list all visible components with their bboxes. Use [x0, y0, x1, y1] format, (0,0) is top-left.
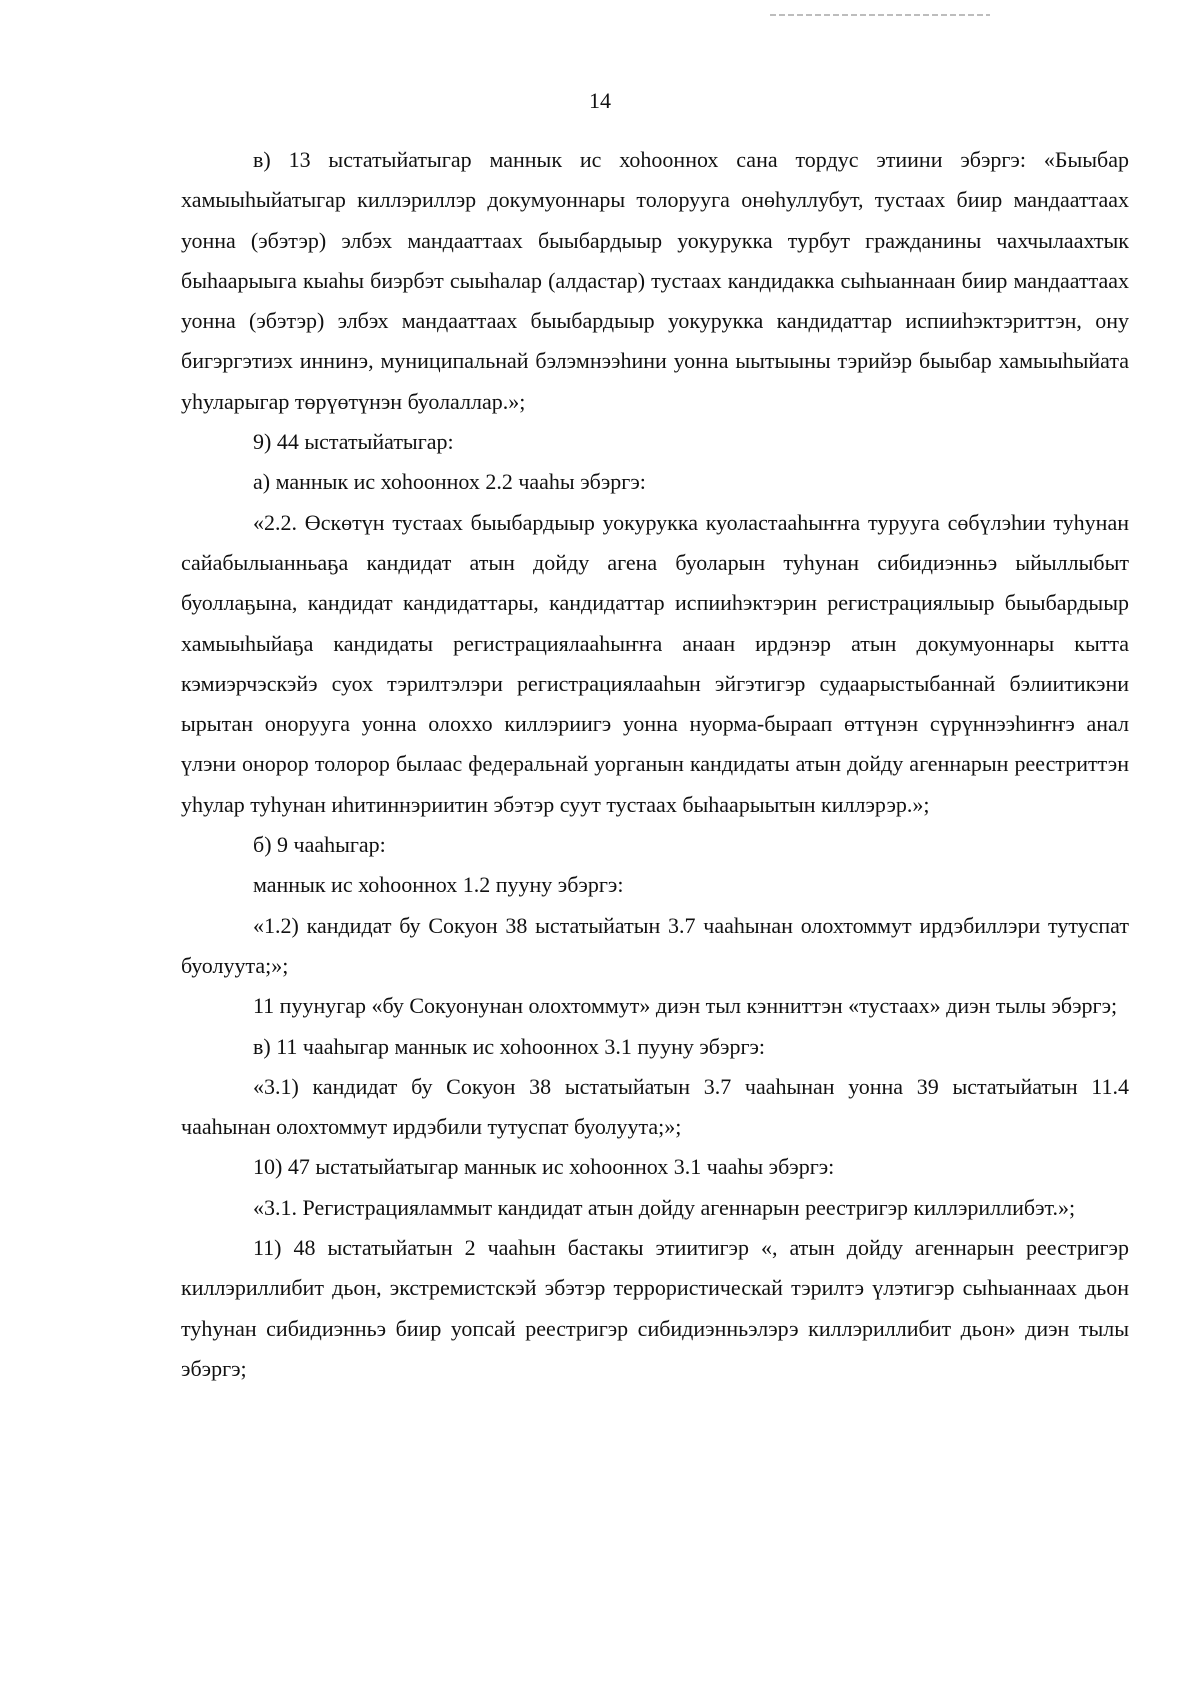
paragraph-12: «3.1. Регистрацияламмыт кандидат атын дойду агеннарын реестригэр киллэриллибэт.»; — [253, 1194, 1076, 1220]
paragraph-4: «2.2. Өскөтүн тустаах быыбардыыр уокурукка куоластааһыҥҥа турууга сөбүлэһии туһунан сайабылыанньаҕа кандидат атын дойду агена буоларын туһунан сибидиэнньэ ыйыллыбыт буоллаҕына, кандидат кандидаттары, кандидаттар испииһэктэрин регистрациялыыр быыбардыыр хамыыһыйаҕа кандидаты регистрациялааһыҥҥа анаан ирдэнэр атын докумуоннары кытта кэмиэрчэскэйэ суох тэрилтэлэри регистрациялааһын эйгэтигэр судаарыстыбаннай бэлиитикэни ырытан онорууга уонна олоххо киллэриигэ уонна нуорма-быраап өттүнэн сүрүннээһиҥҥэ анал үлэни онорор толорор былаас федеральнай уорганын кандидаты атын дойду агеннарын реестриттэн уһулар туһунан иһитиннэриитин эбэтэр суут тустаах быһаарыытын киллэрэр.»; — [181, 509, 1129, 817]
paragraph-5: б) 9 чааһыгар: — [253, 832, 386, 858]
paragraph-2: 9) 44 ыстатыйатыгар: — [253, 429, 454, 455]
paragraph-10: «3.1) кандидат бу Сокуон 38 ыстатыйатын 3.7 чааһынан уонна 39 ыстатыйатын 11.4 чааһынан олохтоммут ирдэбили тутуспат буолуута;»; — [181, 1073, 1129, 1140]
scan-artifact-line — [770, 14, 990, 16]
paragraph-6: маннык ис хоһооннох 1.2 пууну эбэргэ: — [253, 872, 624, 898]
paragraph-3: а) маннык ис хоһооннох 2.2 чааһы эбэргэ: — [253, 469, 646, 495]
paragraph-1: в) 13 ыстатыйатыгар маннык ис хоһооннох сана тордус этиини эбэргэ: «Быыбар хамыыһыйатыгар киллэриллэр докумуоннары толорууга онөһуллубут, тустаах биир мандааттаах уонна (эбэтэр) элбэх мандааттаах быыбардыыр уокурукка турбут гражданины чахчылаахтык быһаарыыга кыаһы биэрбэт сыыһалар (алдастар) тустаах кандидакка сыһыаннаан биир мандааттаах уонна (эбэтэр) элбэх мандааттаах быыбардыыр уокурукка кандидаттар испииһэктэриттэн, ону бигэргэтиэх иннинэ, муниципальнай бэлэмнээһини уонна ыытыыны тэрийэр быыбар хамыыһыйата уһуларыгар төрүөтүнэн буолаллар.»; — [181, 147, 1129, 414]
paragraph-13: 11) 48 ыстатыйатын 2 чааһын бастакы этиитигэр «, атын дойду агеннарын реестригэр киллэриллибит дьон, экстремистскэй эбэтэр террористическай тэрилтэ үлэтигэр сыһыаннаах дьон туһунан сибидиэнньэ биир уопсай реестригэр сибидиэнньэлэрэ киллэриллибит дьон» диэн тылы эбэргэ; — [181, 1235, 1129, 1381]
paragraph-8: 11 пуунугар «бу Сокуонунан олохтоммут» диэн тыл кэнниттэн «тустаах» диэн тылы эбэргэ; — [253, 993, 1118, 1019]
page-number: 14 — [589, 88, 611, 113]
paragraph-9: в) 11 чааһыгар маннык ис хоһооннох 3.1 пууну эбэргэ: — [253, 1033, 766, 1059]
document-body — [181, 140, 1129, 1389]
paragraph-7: «1.2) кандидат бу Сокуон 38 ыстатыйатын 3.7 чааһынан олохтоммут ирдэбиллэри тутуспат буолуута;»; — [181, 912, 1129, 978]
paragraph-11: 10) 47 ыстатыйатыгар маннык ис хоһооннох 3.1 чааһы эбэргэ: — [253, 1154, 835, 1180]
